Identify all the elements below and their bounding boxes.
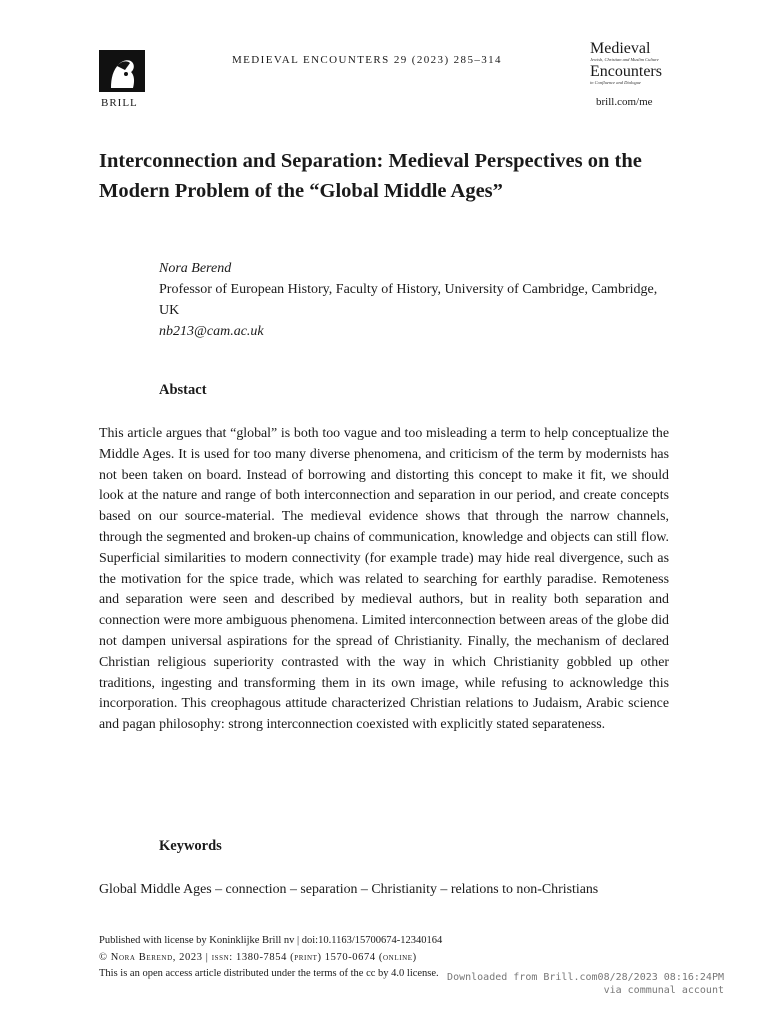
journal-citation: MEDIEVAL ENCOUNTERS 29 (2023) 285–314 (232, 54, 502, 66)
journal-logo-tagline1: Jewish, Christian and Muslim Culture (590, 57, 659, 62)
journal-logo-tagline2: in Confluence and Dialogue (590, 80, 641, 85)
journal-logo (590, 40, 680, 86)
abstract-text: This article argues that “global” is both too vague and too misleading a term to help conceptualize the Middle Ages. It is used for too many diverse phenomena, and criticism of the term by modernists has not been taken on board. Instead of borrowing and distorting this concept to make it fit, we should look at the nature and range of both interconnection and separation in our period, and create concepts based on our source-material. The medieval evidence shows that through the narrow channels, through the segmented and broken-up chains of communication, knowledge and objects can still flow. Superficial similarities to modern connectivity (for example trade) may hide real divergence, such as the motivation for the spice trade, which was related to searching for earthly paradise. Remoteness and separation were seen and described by medieval authors, but in reality both separation and connection were more ambiguous phenomena. Limited interconnection between areas of the globe did not dampen universal aspirations for the spread of Christianity. Finally, the mechanism of declared Christian religious superiority contrasted with the way in which Christianity gobbled up other traditions, ingesting and transforming them in its own image, while refusing to acknowledge this incorporation. This creophagous attitude characterized Christian relations to Judaism, Arabic science and pagan philosophy: strong interconnection coexisted with explicitly stated separateness. (99, 426, 669, 733)
author-affiliation: Professor of European History, Faculty of History, University of Cambridge, Cambridge, UK (159, 282, 658, 318)
author-name: Nora Berend (159, 261, 232, 276)
publisher-name: BRILL (101, 97, 138, 109)
download-watermark (447, 971, 724, 997)
footer-copyright-issn: © Nora Berend, 2023 | issn: 1380-7854 (print) 1570-0674 (online) (99, 951, 417, 963)
journal-logo-line2: Encounters (590, 63, 662, 80)
keywords-text: Global Middle Ages – connection – separation – Christianity – relations to non-Christians (99, 882, 599, 897)
author-block (159, 258, 679, 342)
watermark-line2: via communal account (603, 985, 724, 996)
watermark-line1: Downloaded from Brill.com08/28/2023 08:16:24PM (447, 972, 724, 983)
footer-open-access: This is an open access article distributed under the terms of the cc by 4.0 license. (99, 968, 439, 979)
article-title: Interconnection and Separation: Medieval Perspectives on the Modern Problem of the “Global Middle Ages” (99, 150, 642, 202)
journal-url-link[interactable]: brill.com/me (596, 96, 653, 108)
keywords-heading: Keywords (159, 838, 222, 854)
author-email-link[interactable]: nb213@cam.ac.uk (159, 324, 264, 339)
journal-logo-line1: Medieval (590, 40, 651, 57)
footer-license-doi: Published with license by Koninklijke Brill nv | doi:10.1163/15700674-12340164 (99, 935, 443, 946)
brill-logo-icon (99, 50, 145, 92)
abstract-heading: Abstact (159, 382, 207, 398)
